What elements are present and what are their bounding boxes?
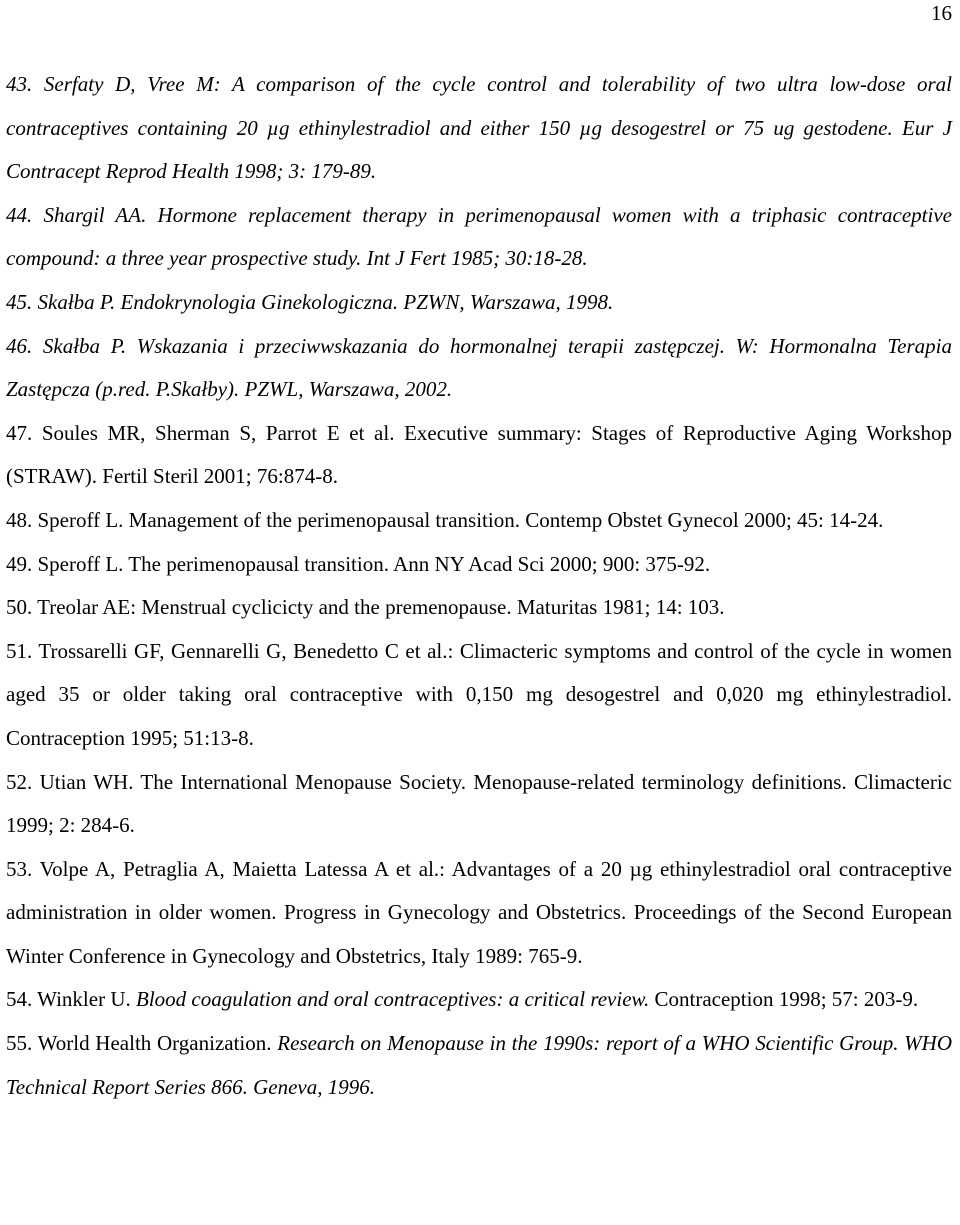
reference-item-45 [6,281,952,325]
reference-text: 55. World Health Organization. [6,1031,278,1056]
reference-text: 45. Skałba P. Endokrynologia Ginekologiczna. PZWN, Warszawa, 1998. [6,289,614,314]
reference-item-47 [6,412,952,499]
reference-text: 51. Trossarelli GF, Gennarelli G, Benedetto C et al.: Climacteric symptoms and control of the cycle in women aged 35 or older taking oral contraceptive with 0,150 mg desogestrel and 0,020 mg ethinylestradiol. Contraception 1995; 51:13-8. [6,638,952,750]
reference-text: 44. Shargil AA. Hormone replacement therapy in perimenopausal women with a triphasic contraceptive compound: a three year prospective study. Int J Fert 1985; 30:18-28. [6,202,952,271]
reference-item-55 [6,1022,952,1109]
reference-text: 47. Soules MR, Sherman S, Parrot E et al. Executive summary: Stages of Reproductive Aging Workshop (STRAW). Fertil Steril 2001; 76:874-8. [6,420,952,489]
reference-item-52 [6,761,952,848]
reference-item-44 [6,194,952,281]
reference-text: 46. Skałba P. Wskazania i przeciwwskazania do hormonalnej terapii zastępczej. W: Hormonalna Terapia Zastępcza (p.red. P.Skałby). PZWL, Warszawa, 2002. [6,333,952,402]
reference-item-54 [6,978,952,1022]
reference-text: Contraception 1998; 57: 203-9. [649,987,919,1012]
reference-item-51 [6,630,952,761]
reference-item-46 [6,325,952,412]
reference-item-48 [6,499,952,543]
reference-text: 50. Treolar AE: Menstrual cyclicicty and the premenopause. Maturitas 1981; 14: 103. [6,595,725,620]
page-number: 16 [931,1,952,25]
reference-text: Blood coagulation and oral contraceptives: a critical review. [136,987,650,1012]
reference-text: 52. Utian WH. The International Menopause Society. Menopause-related terminology definitions. Climacteric 1999; 2: 284-6. [6,769,952,838]
reference-text: Research on Menopause in the 1990s: report of a WHO Scientific Group. WHO Technical Report Series 866. Geneva, 1996. [6,1031,953,1099]
reference-list [6,63,952,1109]
reference-item-49 [6,543,952,587]
reference-item-43 [6,63,952,194]
reference-item-50 [6,586,952,630]
reference-text: 53. Volpe A, Petraglia A, Maietta Latessa A et al.: Advantages of a 20 µg ethinylestradiol oral contraceptive administration in older women. Progress in Gynecology and Obstetrics. Proceedings of the Second European Winter Conference in Gynecology and Obstetrics, Italy 1989: 765-9. [6,856,952,968]
reference-text: 49. Speroff L. The perimenopausal transition. Ann NY Acad Sci 2000; 900: 375-92. [6,551,711,576]
reference-item-53 [6,848,952,979]
reference-text: 54. Winkler U. [6,987,136,1012]
reference-text: 48. Speroff L. Management of the perimenopausal transition. Contemp Obstet Gynecol 2000; 45: 14-24. [6,507,884,532]
reference-text: 43. Serfaty D, Vree M: A comparison of the cycle control and tolerability of two ultra low-dose oral contraceptives containing 20 µg ethinylestradiol and either 150 µg desogestrel or 75 ug gestodene. Eur J Contracept Reprod Health 1998; 3: 179-89. [6,72,952,184]
